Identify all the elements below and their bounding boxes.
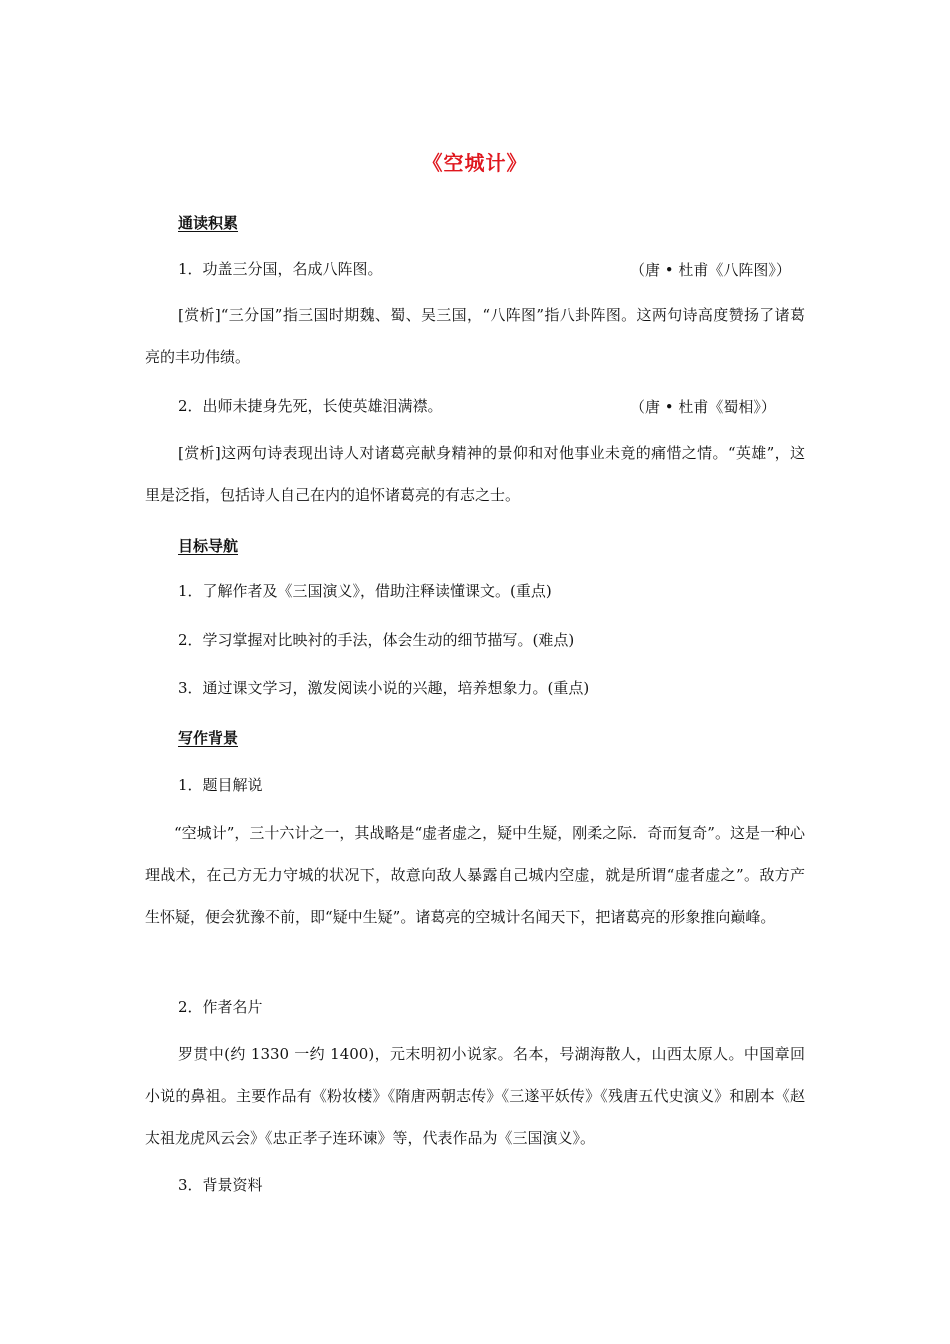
recite-item-2-source: （唐 • 杜甫《蜀相》） [630,398,776,416]
goal-item-1: 1．了解作者及《三国演义》，借助注释读懂课文。(重点) [178,582,552,600]
background-title-explanation: “空城计”，三十六计之一，其战略是“虚者虚之，疑中生疑，刚柔之际．奇而复奇”。这是一种心理战术，在己方无力守城的状况下，故意向敌人暴露自己城内空虚，就是所谓“虚者虚之”。敌方产生怀疑，便会犹豫不前，即“疑中生疑”。诸葛亮的空城计名闻天下，把诸葛亮的形象推向巅峰。 [145,824,805,926]
section-heading-recite: 通读积累 [178,214,239,232]
background-sub-author: 2．作者名片 [178,998,263,1016]
recite-item-1: 1．功盖三分国，名成八阵图。 [178,260,383,278]
background-sub-title-explain: 1．题目解说 [178,776,263,794]
section-heading-goals: 目标导航 [178,537,239,555]
section-heading-background: 写作背景 [178,729,239,747]
recite-item-2: 2．出师未捷身先死，长使英雄泪满襟。 [178,397,443,415]
background-sub-material: 3．背景资料 [178,1176,263,1194]
page-title: 《空城计》 [422,151,528,175]
recite-item-1-source: （唐 • 杜甫《八阵图》） [630,261,791,279]
goal-item-3: 3．通过课文学习，激发阅读小说的兴趣，培养想象力。(重点) [178,679,590,697]
background-author-profile: 罗贯中(约 1330 一约 1400)，元末明初小说家。名本，号湖海散人，山西太原人。中国章回小说的鼻祖。主要作品有《粉妆楼》《隋唐两朝志传》《三遂平妖传》《残唐五代史演义》和剧本《赵太祖龙虎风云会》《忠正孝子连环谏》等，代表作品为《三国演义》。 [145,1045,805,1147]
recite-item-2-analysis: [赏析]这两句诗表现出诗人对诸葛亮献身精神的景仰和对他事业未竟的痛惜之情。“英雄”，这里是泛指，包括诗人自己在内的追怀诸葛亮的有志之士。 [145,444,805,504]
goal-item-2: 2．学习掌握对比映衬的手法，体会生动的细节描写。(难点) [178,631,575,649]
recite-item-1-analysis: [赏析]“三分国”指三国时期魏、蜀、吴三国，“八阵图”指八卦阵图。这两句诗高度赞扬了诸葛亮的丰功伟绩。 [145,306,805,366]
